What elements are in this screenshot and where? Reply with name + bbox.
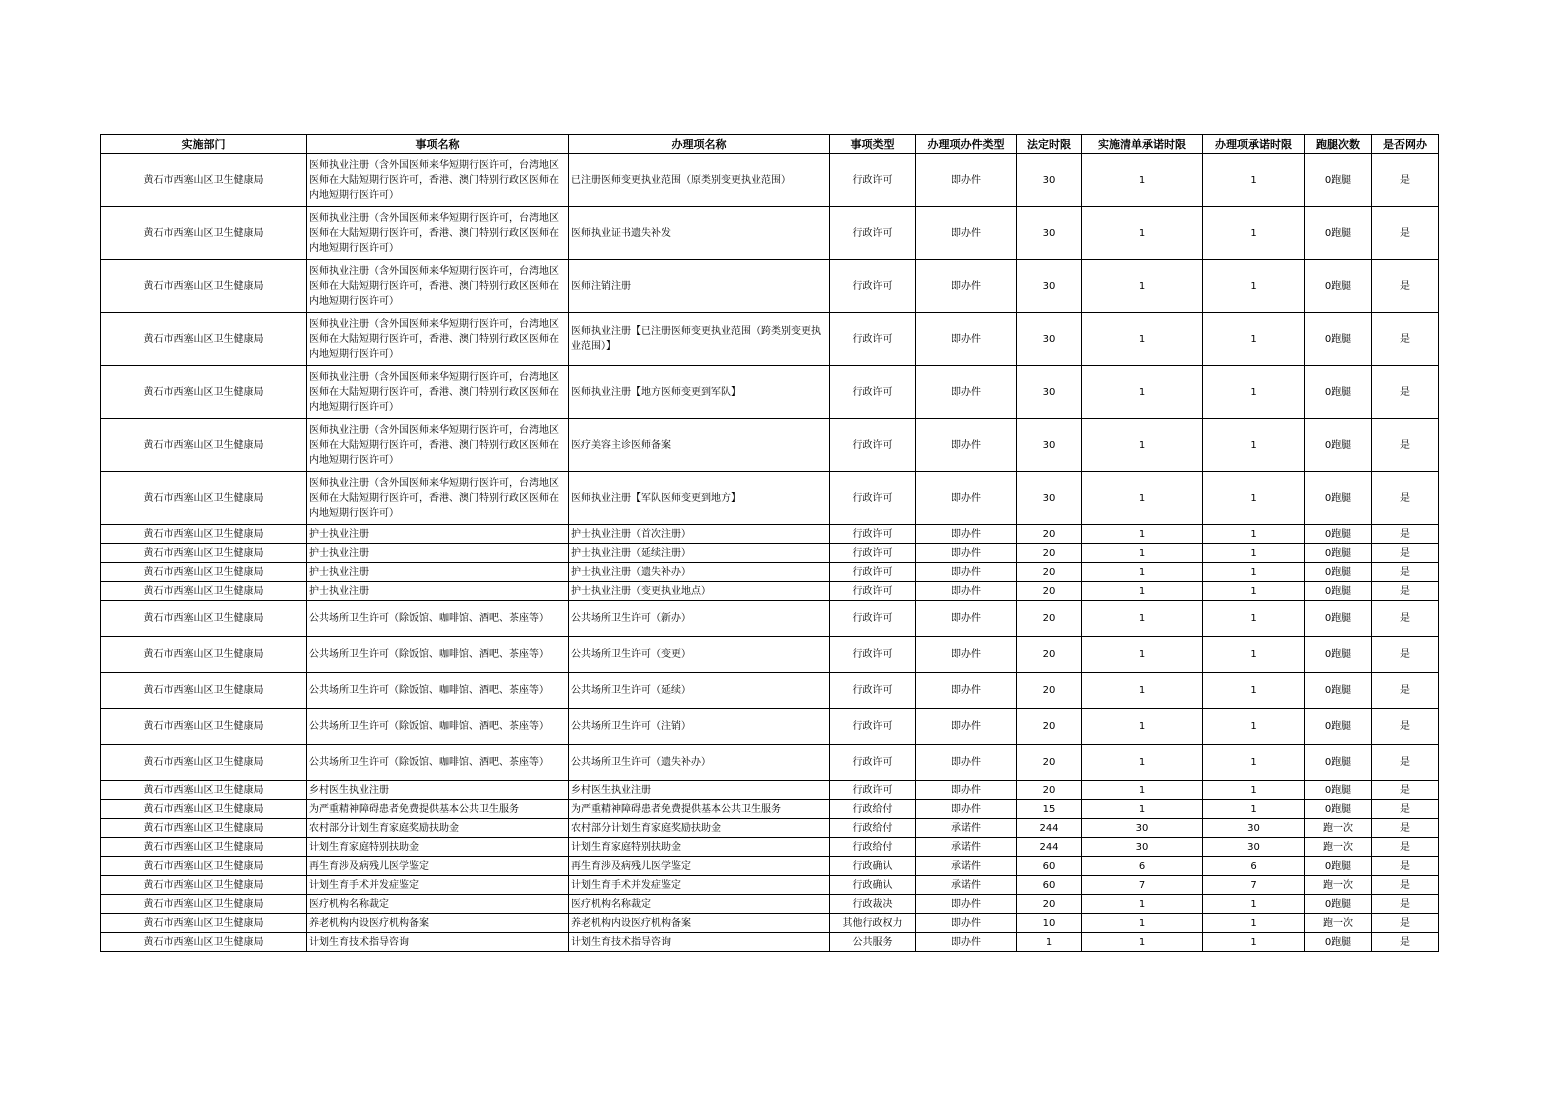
online-cell: 是 (1372, 673, 1439, 709)
item-promise-limit-cell: 1 (1203, 366, 1305, 419)
online-cell: 是 (1372, 525, 1439, 544)
item-name-cell: 再生育涉及病残儿医学鉴定 (307, 857, 569, 876)
case-type-cell: 即办件 (916, 313, 1017, 366)
dept-cell: 黄石市西塞山区卫生健康局 (101, 857, 307, 876)
item-type-cell: 行政许可 (830, 745, 916, 781)
item-promise-limit-cell: 1 (1203, 207, 1305, 260)
dept-cell: 黄石市西塞山区卫生健康局 (101, 933, 307, 952)
trips-cell: 0跑腿 (1305, 857, 1372, 876)
dept-cell: 黄石市西塞山区卫生健康局 (101, 366, 307, 419)
online-cell: 是 (1372, 933, 1439, 952)
table-row (101, 933, 1439, 952)
legal-limit-cell: 1 (1017, 933, 1082, 952)
sub-item-name-cell: 公共场所卫生许可（变更） (569, 637, 830, 673)
list-promise-limit-cell: 6 (1082, 857, 1203, 876)
sub-item-name-cell: 护士执业注册（首次注册） (569, 525, 830, 544)
item-promise-limit-cell: 7 (1203, 876, 1305, 895)
dept-cell: 黄石市西塞山区卫生健康局 (101, 525, 307, 544)
list-promise-limit-cell: 30 (1082, 838, 1203, 857)
item-promise-limit-cell: 1 (1203, 419, 1305, 472)
trips-cell: 0跑腿 (1305, 781, 1372, 800)
item-type-cell: 行政给付 (830, 800, 916, 819)
sub-item-name-cell: 医疗机构名称裁定 (569, 895, 830, 914)
dept-cell: 黄石市西塞山区卫生健康局 (101, 313, 307, 366)
table-row (101, 800, 1439, 819)
list-promise-limit-cell: 1 (1082, 260, 1203, 313)
item-promise-limit-cell: 1 (1203, 673, 1305, 709)
case-type-cell: 即办件 (916, 601, 1017, 637)
legal-limit-cell: 30 (1017, 313, 1082, 366)
legal-limit-cell: 20 (1017, 563, 1082, 582)
online-cell: 是 (1372, 914, 1439, 933)
trips-cell: 0跑腿 (1305, 637, 1372, 673)
header-legal-limit: 法定时限 (1017, 135, 1082, 154)
dept-cell: 黄石市西塞山区卫生健康局 (101, 582, 307, 601)
dept-cell: 黄石市西塞山区卫生健康局 (101, 876, 307, 895)
online-cell: 是 (1372, 563, 1439, 582)
dept-cell: 黄石市西塞山区卫生健康局 (101, 781, 307, 800)
list-promise-limit-cell: 1 (1082, 563, 1203, 582)
table-row (101, 563, 1439, 582)
item-type-cell: 行政许可 (830, 582, 916, 601)
trips-cell: 0跑腿 (1305, 525, 1372, 544)
legal-limit-cell: 30 (1017, 207, 1082, 260)
item-type-cell: 其他行政权力 (830, 914, 916, 933)
list-promise-limit-cell: 1 (1082, 800, 1203, 819)
item-type-cell: 行政许可 (830, 525, 916, 544)
item-type-cell: 行政许可 (830, 601, 916, 637)
table-row (101, 914, 1439, 933)
table-row (101, 419, 1439, 472)
case-type-cell: 即办件 (916, 472, 1017, 525)
dept-cell: 黄石市西塞山区卫生健康局 (101, 800, 307, 819)
case-type-cell: 即办件 (916, 673, 1017, 709)
list-promise-limit-cell: 1 (1082, 709, 1203, 745)
dept-cell: 黄石市西塞山区卫生健康局 (101, 637, 307, 673)
table-row (101, 525, 1439, 544)
legal-limit-cell: 30 (1017, 154, 1082, 207)
legal-limit-cell: 20 (1017, 709, 1082, 745)
sub-item-name-cell: 计划生育手术并发症鉴定 (569, 876, 830, 895)
item-type-cell: 行政许可 (830, 673, 916, 709)
case-type-cell: 承诺件 (916, 838, 1017, 857)
sub-item-name-cell: 养老机构内设医疗机构备案 (569, 914, 830, 933)
item-name-cell: 计划生育技术指导咨询 (307, 933, 569, 952)
table-row (101, 838, 1439, 857)
online-cell: 是 (1372, 472, 1439, 525)
sub-item-name-cell: 为严重精神障碍患者免费提供基本公共卫生服务 (569, 800, 830, 819)
legal-limit-cell: 244 (1017, 838, 1082, 857)
service-items-table (100, 134, 1439, 952)
item-type-cell: 行政许可 (830, 709, 916, 745)
trips-cell: 0跑腿 (1305, 419, 1372, 472)
case-type-cell: 即办件 (916, 933, 1017, 952)
online-cell: 是 (1372, 838, 1439, 857)
trips-cell: 跑一次 (1305, 838, 1372, 857)
dept-cell: 黄石市西塞山区卫生健康局 (101, 260, 307, 313)
list-promise-limit-cell: 1 (1082, 207, 1203, 260)
list-promise-limit-cell: 1 (1082, 525, 1203, 544)
case-type-cell: 即办件 (916, 637, 1017, 673)
online-cell: 是 (1372, 207, 1439, 260)
case-type-cell: 即办件 (916, 260, 1017, 313)
legal-limit-cell: 20 (1017, 895, 1082, 914)
legal-limit-cell: 244 (1017, 819, 1082, 838)
item-promise-limit-cell: 1 (1203, 601, 1305, 637)
table-row (101, 260, 1439, 313)
online-cell: 是 (1372, 895, 1439, 914)
dept-cell: 黄石市西塞山区卫生健康局 (101, 819, 307, 838)
item-promise-limit-cell: 1 (1203, 914, 1305, 933)
table-row (101, 366, 1439, 419)
header-dept: 实施部门 (101, 135, 307, 154)
item-name-cell: 医师执业注册（含外国医师来华短期行医许可，台湾地区医师在大陆短期行医许可，香港、澳门特别行政区医师在内地短期行医许可） (307, 260, 569, 313)
item-name-cell: 医师执业注册（含外国医师来华短期行医许可，台湾地区医师在大陆短期行医许可，香港、澳门特别行政区医师在内地短期行医许可） (307, 207, 569, 260)
trips-cell: 0跑腿 (1305, 154, 1372, 207)
item-promise-limit-cell: 1 (1203, 154, 1305, 207)
item-promise-limit-cell: 1 (1203, 781, 1305, 800)
table-row (101, 745, 1439, 781)
sub-item-name-cell: 医师执业证书遗失补发 (569, 207, 830, 260)
item-name-cell: 乡村医生执业注册 (307, 781, 569, 800)
header-item-name: 事项名称 (307, 135, 569, 154)
trips-cell: 0跑腿 (1305, 895, 1372, 914)
legal-limit-cell: 20 (1017, 673, 1082, 709)
list-promise-limit-cell: 1 (1082, 781, 1203, 800)
trips-cell: 0跑腿 (1305, 366, 1372, 419)
trips-cell: 0跑腿 (1305, 563, 1372, 582)
trips-cell: 0跑腿 (1305, 544, 1372, 563)
online-cell: 是 (1372, 313, 1439, 366)
list-promise-limit-cell: 1 (1082, 637, 1203, 673)
sub-item-name-cell: 再生育涉及病残儿医学鉴定 (569, 857, 830, 876)
trips-cell: 0跑腿 (1305, 260, 1372, 313)
list-promise-limit-cell: 1 (1082, 313, 1203, 366)
dept-cell: 黄石市西塞山区卫生健康局 (101, 601, 307, 637)
item-promise-limit-cell: 6 (1203, 857, 1305, 876)
sub-item-name-cell: 护士执业注册（变更执业地点） (569, 582, 830, 601)
online-cell: 是 (1372, 876, 1439, 895)
item-type-cell: 行政许可 (830, 313, 916, 366)
list-promise-limit-cell: 1 (1082, 154, 1203, 207)
online-cell: 是 (1372, 366, 1439, 419)
legal-limit-cell: 10 (1017, 914, 1082, 933)
online-cell: 是 (1372, 419, 1439, 472)
list-promise-limit-cell: 7 (1082, 876, 1203, 895)
dept-cell: 黄石市西塞山区卫生健康局 (101, 895, 307, 914)
header-trips: 跑腿次数 (1305, 135, 1372, 154)
legal-limit-cell: 20 (1017, 745, 1082, 781)
list-promise-limit-cell: 1 (1082, 366, 1203, 419)
case-type-cell: 即办件 (916, 419, 1017, 472)
item-name-cell: 护士执业注册 (307, 582, 569, 601)
item-type-cell: 行政许可 (830, 544, 916, 563)
item-promise-limit-cell: 1 (1203, 563, 1305, 582)
online-cell: 是 (1372, 709, 1439, 745)
online-cell: 是 (1372, 857, 1439, 876)
table-row (101, 819, 1439, 838)
legal-limit-cell: 60 (1017, 857, 1082, 876)
item-type-cell: 行政许可 (830, 563, 916, 582)
table-row (101, 313, 1439, 366)
item-type-cell: 公共服务 (830, 933, 916, 952)
online-cell: 是 (1372, 800, 1439, 819)
trips-cell: 跑一次 (1305, 914, 1372, 933)
item-type-cell: 行政许可 (830, 366, 916, 419)
item-name-cell: 护士执业注册 (307, 544, 569, 563)
item-promise-limit-cell: 1 (1203, 260, 1305, 313)
online-cell: 是 (1372, 601, 1439, 637)
table-row (101, 673, 1439, 709)
online-cell: 是 (1372, 582, 1439, 601)
case-type-cell: 即办件 (916, 800, 1017, 819)
list-promise-limit-cell: 1 (1082, 745, 1203, 781)
legal-limit-cell: 20 (1017, 525, 1082, 544)
sub-item-name-cell: 医师注销注册 (569, 260, 830, 313)
item-type-cell: 行政给付 (830, 838, 916, 857)
online-cell: 是 (1372, 745, 1439, 781)
item-name-cell: 公共场所卫生许可（除饭馆、咖啡馆、酒吧、茶座等） (307, 709, 569, 745)
item-name-cell: 医师执业注册（含外国医师来华短期行医许可，台湾地区医师在大陆短期行医许可，香港、澳门特别行政区医师在内地短期行医许可） (307, 366, 569, 419)
dept-cell: 黄石市西塞山区卫生健康局 (101, 544, 307, 563)
item-name-cell: 医师执业注册（含外国医师来华短期行医许可，台湾地区医师在大陆短期行医许可，香港、澳门特别行政区医师在内地短期行医许可） (307, 419, 569, 472)
item-name-cell: 计划生育家庭特别扶助金 (307, 838, 569, 857)
table-row (101, 637, 1439, 673)
item-promise-limit-cell: 1 (1203, 800, 1305, 819)
item-name-cell: 计划生育手术并发症鉴定 (307, 876, 569, 895)
trips-cell: 0跑腿 (1305, 472, 1372, 525)
legal-limit-cell: 30 (1017, 366, 1082, 419)
legal-limit-cell: 30 (1017, 472, 1082, 525)
list-promise-limit-cell: 1 (1082, 544, 1203, 563)
table-row (101, 544, 1439, 563)
trips-cell: 跑一次 (1305, 819, 1372, 838)
list-promise-limit-cell: 1 (1082, 895, 1203, 914)
case-type-cell: 即办件 (916, 745, 1017, 781)
item-promise-limit-cell: 1 (1203, 472, 1305, 525)
item-name-cell: 医师执业注册（含外国医师来华短期行医许可，台湾地区医师在大陆短期行医许可，香港、澳门特别行政区医师在内地短期行医许可） (307, 472, 569, 525)
sub-item-name-cell: 医师执业注册【已注册医师变更执业范围（跨类别变更执业范围）】 (569, 313, 830, 366)
item-name-cell: 公共场所卫生许可（除饭馆、咖啡馆、酒吧、茶座等） (307, 673, 569, 709)
header-item-type: 事项类型 (830, 135, 916, 154)
item-type-cell: 行政许可 (830, 154, 916, 207)
case-type-cell: 承诺件 (916, 876, 1017, 895)
table-row (101, 582, 1439, 601)
dept-cell: 黄石市西塞山区卫生健康局 (101, 673, 307, 709)
list-promise-limit-cell: 1 (1082, 582, 1203, 601)
legal-limit-cell: 20 (1017, 637, 1082, 673)
online-cell: 是 (1372, 544, 1439, 563)
item-type-cell: 行政裁决 (830, 895, 916, 914)
case-type-cell: 即办件 (916, 154, 1017, 207)
case-type-cell: 即办件 (916, 895, 1017, 914)
list-promise-limit-cell: 1 (1082, 472, 1203, 525)
item-promise-limit-cell: 1 (1203, 525, 1305, 544)
case-type-cell: 即办件 (916, 525, 1017, 544)
legal-limit-cell: 20 (1017, 582, 1082, 601)
trips-cell: 0跑腿 (1305, 313, 1372, 366)
table-row (101, 154, 1439, 207)
trips-cell: 0跑腿 (1305, 933, 1372, 952)
trips-cell: 0跑腿 (1305, 800, 1372, 819)
item-promise-limit-cell: 1 (1203, 895, 1305, 914)
item-promise-limit-cell: 1 (1203, 313, 1305, 366)
legal-limit-cell: 20 (1017, 544, 1082, 563)
item-type-cell: 行政许可 (830, 637, 916, 673)
trips-cell: 0跑腿 (1305, 582, 1372, 601)
header-row (101, 135, 1439, 154)
trips-cell: 0跑腿 (1305, 601, 1372, 637)
case-type-cell: 即办件 (916, 366, 1017, 419)
dept-cell: 黄石市西塞山区卫生健康局 (101, 563, 307, 582)
header-online: 是否网办 (1372, 135, 1439, 154)
item-name-cell: 医师执业注册（含外国医师来华短期行医许可，台湾地区医师在大陆短期行医许可，香港、澳门特别行政区医师在内地短期行医许可） (307, 154, 569, 207)
legal-limit-cell: 30 (1017, 260, 1082, 313)
sub-item-name-cell: 医疗美容主诊医师备案 (569, 419, 830, 472)
trips-cell: 0跑腿 (1305, 709, 1372, 745)
sub-item-name-cell: 护士执业注册（遗失补办） (569, 563, 830, 582)
item-name-cell: 医疗机构名称裁定 (307, 895, 569, 914)
sub-item-name-cell: 乡村医生执业注册 (569, 781, 830, 800)
item-type-cell: 行政给付 (830, 819, 916, 838)
sub-item-name-cell: 计划生育技术指导咨询 (569, 933, 830, 952)
sub-item-name-cell: 护士执业注册（延续注册） (569, 544, 830, 563)
item-name-cell: 公共场所卫生许可（除饭馆、咖啡馆、酒吧、茶座等） (307, 745, 569, 781)
case-type-cell: 即办件 (916, 781, 1017, 800)
list-promise-limit-cell: 1 (1082, 673, 1203, 709)
list-promise-limit-cell: 1 (1082, 419, 1203, 472)
sub-item-name-cell: 计划生育家庭特别扶助金 (569, 838, 830, 857)
table-row (101, 601, 1439, 637)
item-type-cell: 行政许可 (830, 207, 916, 260)
case-type-cell: 即办件 (916, 914, 1017, 933)
item-promise-limit-cell: 1 (1203, 637, 1305, 673)
list-promise-limit-cell: 1 (1082, 601, 1203, 637)
dept-cell: 黄石市西塞山区卫生健康局 (101, 709, 307, 745)
trips-cell: 跑一次 (1305, 876, 1372, 895)
item-type-cell: 行政许可 (830, 419, 916, 472)
header-case-type: 办理项办件类型 (916, 135, 1017, 154)
dept-cell: 黄石市西塞山区卫生健康局 (101, 745, 307, 781)
item-promise-limit-cell: 30 (1203, 838, 1305, 857)
list-promise-limit-cell: 1 (1082, 914, 1203, 933)
item-name-cell: 养老机构内设医疗机构备案 (307, 914, 569, 933)
case-type-cell: 即办件 (916, 563, 1017, 582)
item-type-cell: 行政许可 (830, 260, 916, 313)
item-name-cell: 医师执业注册（含外国医师来华短期行医许可，台湾地区医师在大陆短期行医许可，香港、澳门特别行政区医师在内地短期行医许可） (307, 313, 569, 366)
dept-cell: 黄石市西塞山区卫生健康局 (101, 914, 307, 933)
item-name-cell: 护士执业注册 (307, 563, 569, 582)
item-type-cell: 行政许可 (830, 472, 916, 525)
case-type-cell: 承诺件 (916, 819, 1017, 838)
item-type-cell: 行政许可 (830, 781, 916, 800)
item-name-cell: 公共场所卫生许可（除饭馆、咖啡馆、酒吧、茶座等） (307, 601, 569, 637)
item-promise-limit-cell: 1 (1203, 933, 1305, 952)
online-cell: 是 (1372, 781, 1439, 800)
table-row (101, 709, 1439, 745)
header-list-promise-limit: 实施清单承诺时限 (1082, 135, 1203, 154)
sub-item-name-cell: 医师执业注册【军队医师变更到地方】 (569, 472, 830, 525)
sub-item-name-cell: 医师执业注册【地方医师变更到军队】 (569, 366, 830, 419)
sub-item-name-cell: 公共场所卫生许可（遗失补办） (569, 745, 830, 781)
online-cell: 是 (1372, 260, 1439, 313)
table-row (101, 207, 1439, 260)
item-type-cell: 行政确认 (830, 876, 916, 895)
trips-cell: 0跑腿 (1305, 207, 1372, 260)
dept-cell: 黄石市西塞山区卫生健康局 (101, 154, 307, 207)
trips-cell: 0跑腿 (1305, 673, 1372, 709)
sub-item-name-cell: 公共场所卫生许可（新办） (569, 601, 830, 637)
list-promise-limit-cell: 1 (1082, 933, 1203, 952)
header-sub-item-name: 办理项名称 (569, 135, 830, 154)
item-name-cell: 农村部分计划生育家庭奖励扶助金 (307, 819, 569, 838)
dept-cell: 黄石市西塞山区卫生健康局 (101, 419, 307, 472)
item-promise-limit-cell: 1 (1203, 544, 1305, 563)
item-type-cell: 行政确认 (830, 857, 916, 876)
table-row (101, 895, 1439, 914)
sub-item-name-cell: 已注册医师变更执业范围（原类别变更执业范围） (569, 154, 830, 207)
item-promise-limit-cell: 30 (1203, 819, 1305, 838)
sub-item-name-cell: 公共场所卫生许可（注销） (569, 709, 830, 745)
legal-limit-cell: 20 (1017, 781, 1082, 800)
case-type-cell: 承诺件 (916, 857, 1017, 876)
table-row (101, 876, 1439, 895)
item-name-cell: 护士执业注册 (307, 525, 569, 544)
table-row (101, 781, 1439, 800)
legal-limit-cell: 20 (1017, 601, 1082, 637)
item-promise-limit-cell: 1 (1203, 745, 1305, 781)
header-item-promise-limit: 办理项承诺时限 (1203, 135, 1305, 154)
dept-cell: 黄石市西塞山区卫生健康局 (101, 472, 307, 525)
item-promise-limit-cell: 1 (1203, 582, 1305, 601)
legal-limit-cell: 15 (1017, 800, 1082, 819)
sub-item-name-cell: 农村部分计划生育家庭奖励扶助金 (569, 819, 830, 838)
online-cell: 是 (1372, 637, 1439, 673)
item-promise-limit-cell: 1 (1203, 709, 1305, 745)
case-type-cell: 即办件 (916, 582, 1017, 601)
online-cell: 是 (1372, 819, 1439, 838)
legal-limit-cell: 60 (1017, 876, 1082, 895)
item-name-cell: 为严重精神障碍患者免费提供基本公共卫生服务 (307, 800, 569, 819)
sub-item-name-cell: 公共场所卫生许可（延续） (569, 673, 830, 709)
case-type-cell: 即办件 (916, 709, 1017, 745)
legal-limit-cell: 30 (1017, 419, 1082, 472)
dept-cell: 黄石市西塞山区卫生健康局 (101, 838, 307, 857)
dept-cell: 黄石市西塞山区卫生健康局 (101, 207, 307, 260)
online-cell: 是 (1372, 154, 1439, 207)
table-row (101, 857, 1439, 876)
trips-cell: 0跑腿 (1305, 745, 1372, 781)
case-type-cell: 即办件 (916, 544, 1017, 563)
case-type-cell: 即办件 (916, 207, 1017, 260)
item-name-cell: 公共场所卫生许可（除饭馆、咖啡馆、酒吧、茶座等） (307, 637, 569, 673)
list-promise-limit-cell: 30 (1082, 819, 1203, 838)
table-row (101, 472, 1439, 525)
